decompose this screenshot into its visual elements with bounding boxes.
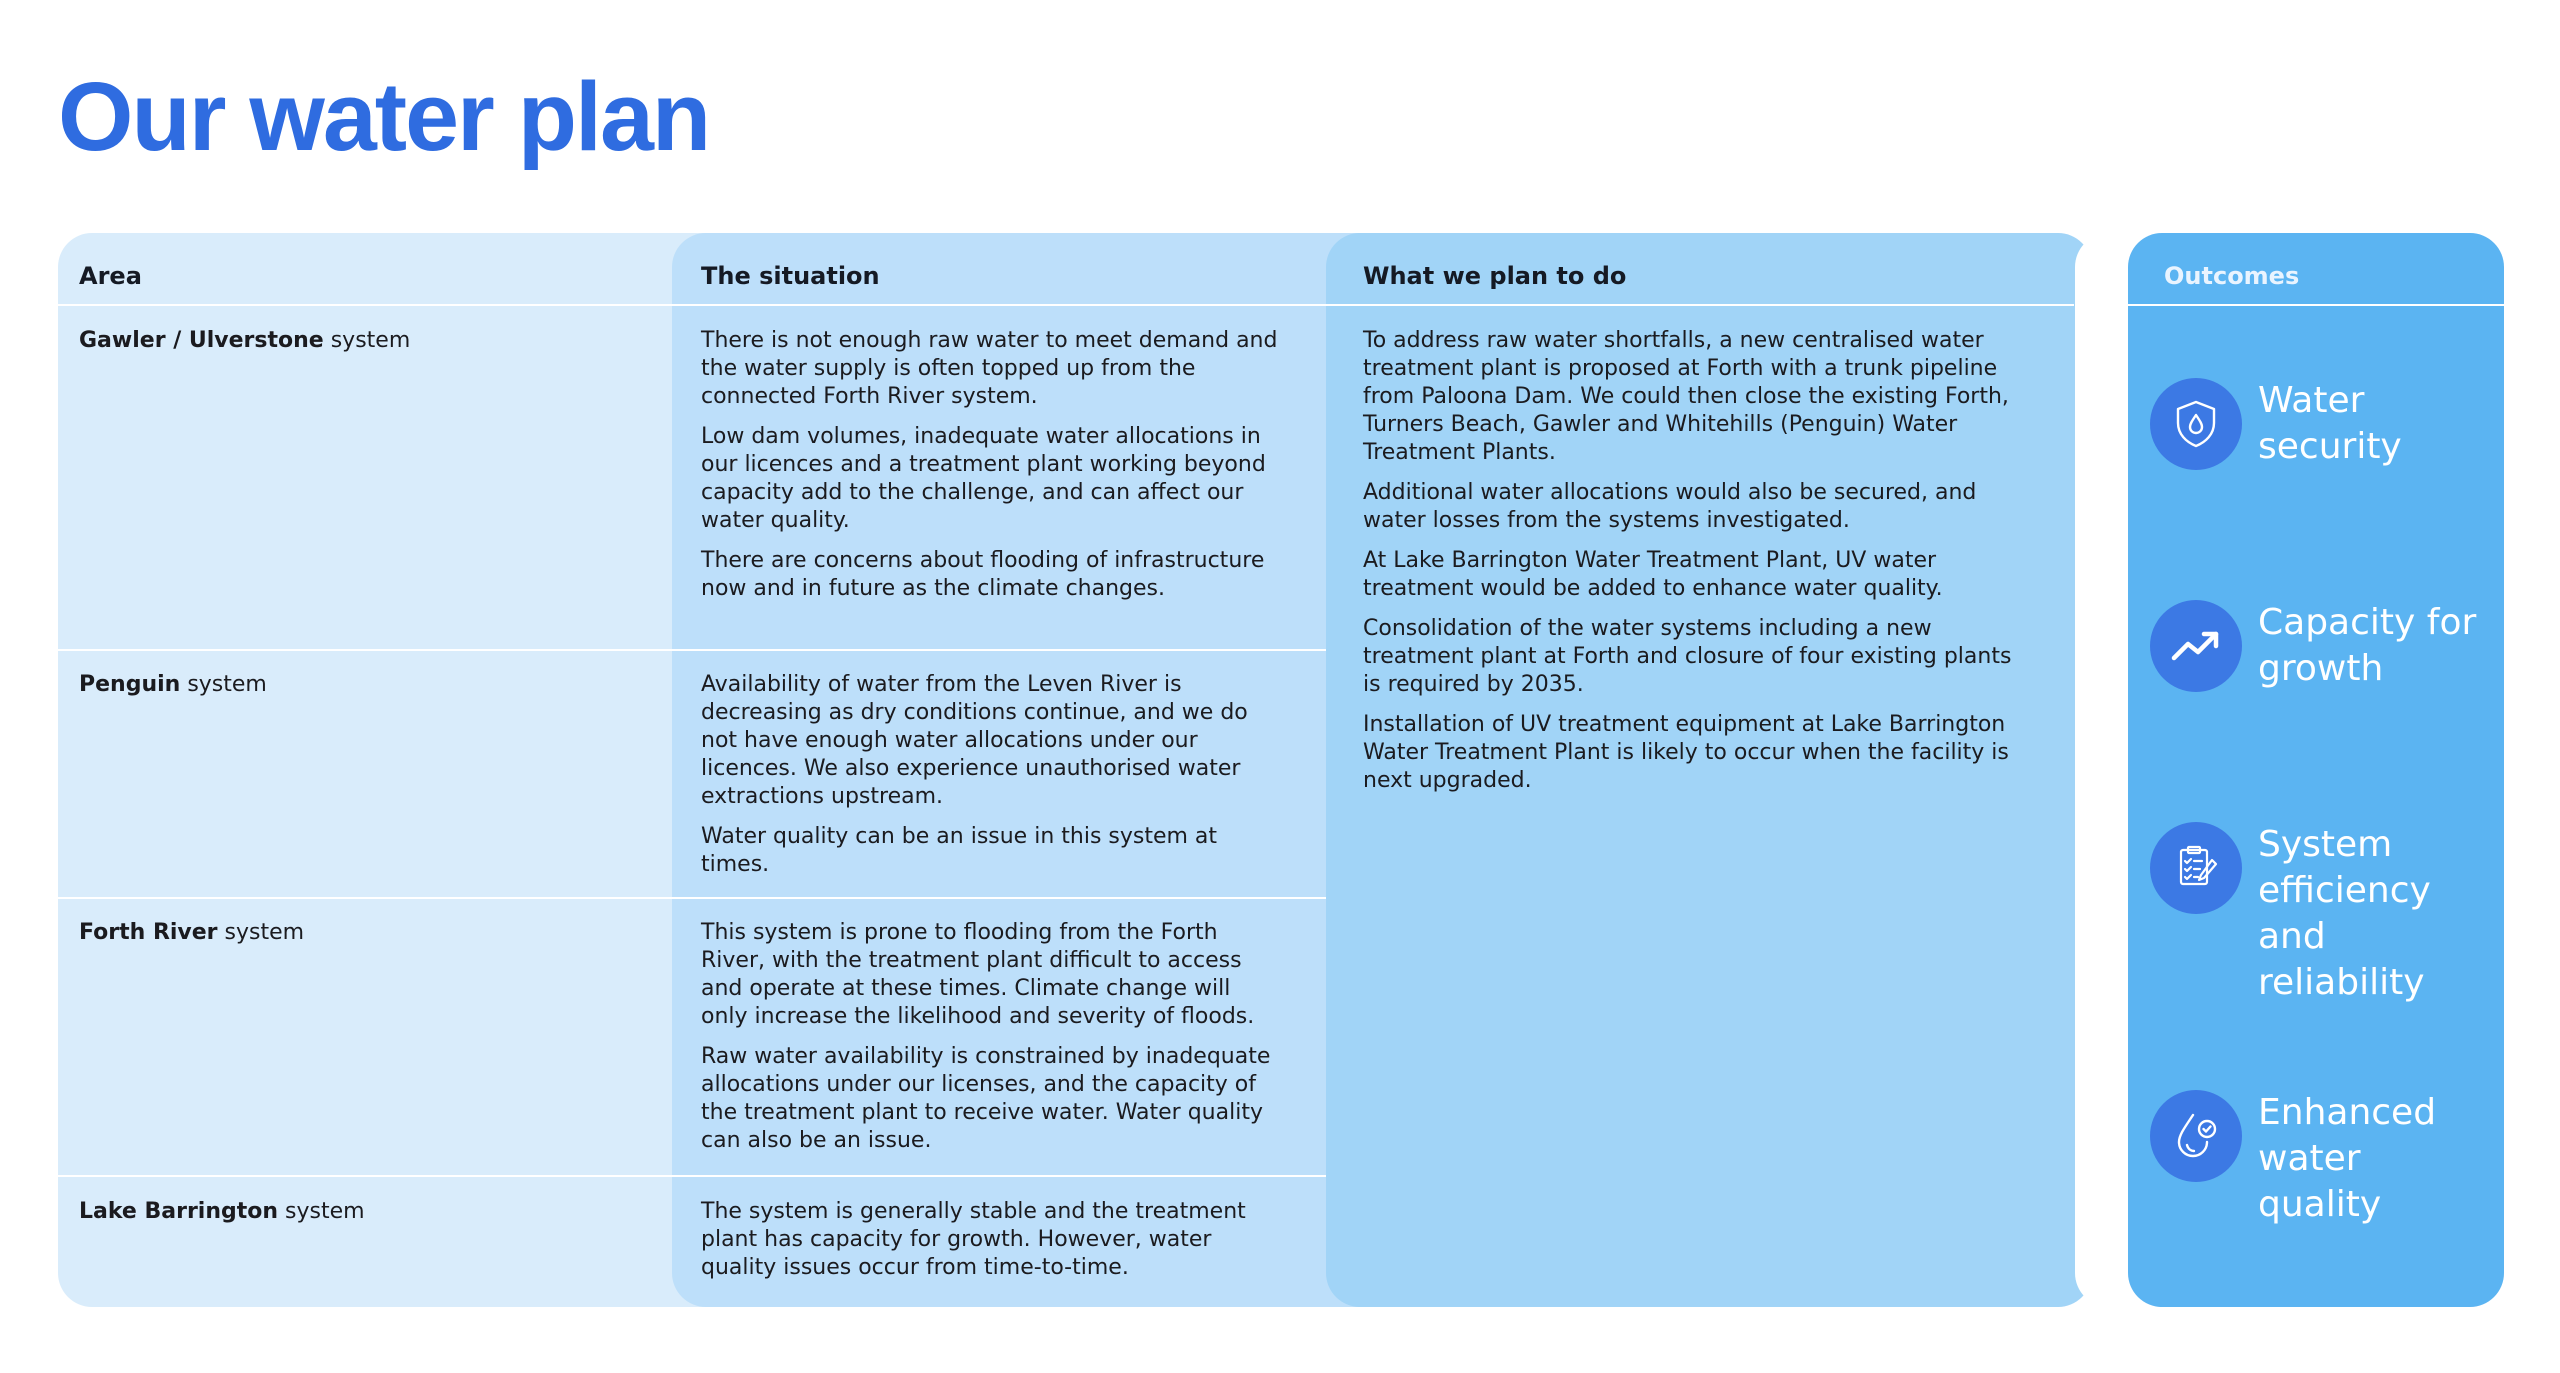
outcome-label: System efficiency and reliability (2258, 824, 2431, 1003)
header-situation: The situation (701, 262, 880, 290)
outcome-water-security (2150, 378, 2488, 470)
row-divider (58, 1175, 1326, 1177)
header-area: Area (79, 262, 142, 290)
row-divider (58, 897, 1326, 899)
outcome-capacity-growth (2150, 600, 2488, 692)
situation-forth-river: This system is prone to flooding from the Forth River, with the treatment plant difficult to access and operate at these times. Climate change will only increase the likelihood and severity of floods. Raw water availability is constrained by inadequate allocations under our licenses, and the capacity of the treatment plant to receive water. Water quality can also be an issue. (701, 920, 1271, 1153)
situation-lake-barrington: The system is generally stable and the treatment plant has capacity for growth. However, water quality issues occur from time-to-time. (701, 1199, 1246, 1280)
shield-drop-icon (2150, 378, 2242, 470)
outcome-water-quality (2150, 1090, 2488, 1228)
page-title: Our water plan (58, 62, 710, 171)
column-gap (2075, 233, 2119, 1307)
situation-penguin: Availability of water from the Leven River is decreasing as dry conditions continue, and we do not have enough water allocations under our licences. We also experience unauthorised water extractions upstream. Water quality can be an issue in this system at times. (701, 672, 1248, 877)
plan-text: To address raw water shortfalls, a new centralised water treatment plant is proposed at Forth with a trunk pipeline from Paloona Dam. We could then close the existing Forth, Turners Beach, Gawler and Whitehills (Penguin) Water Treatment Plants. Additional water allocations would also be secured, and water losses from the systems investigated. At Lake Barrington Water Treatment Plant, UV water treatment would be added to enhance water quality. Consolidation of the water systems including a new treatment plant at Forth and closure of four existing plants is required by 2035. Installation of UV treatment equipment at Lake Barrington Water Treatment Plant is likely to occur when the facility is next upgraded. (1363, 328, 2012, 793)
situation-gawler-ulverstone: There is not enough raw water to meet demand and the water supply is often topped up from the connected Forth River system. Low dam volumes, inadequate water allocations in our licences and a treatment plant working beyond capacity add to the challenge, and can affect our water quality. There are concerns about flooding of infrastructure now and in future as the climate changes. (701, 328, 1278, 601)
header-plan: What we plan to do (1363, 262, 1627, 290)
header-outcomes: Outcomes (2164, 262, 2300, 290)
drop-check-icon (2150, 1090, 2242, 1182)
outcome-label: Capacity for growth (2258, 602, 2477, 689)
area-name-forth-river: Forth River system (79, 920, 305, 945)
area-name-penguin: Penguin system (79, 672, 267, 697)
row-divider (58, 649, 1326, 651)
area-name-gawler-ulverstone: Gawler / Ulverstone system (79, 328, 411, 353)
outcome-label: Enhanced water quality (2258, 1092, 2437, 1225)
outcomes-header-divider (2128, 304, 2504, 306)
area-name-lake-barrington: Lake Barrington system (79, 1199, 365, 1224)
trend-up-icon (2150, 600, 2242, 692)
clipboard-check-icon (2150, 822, 2242, 914)
outcome-system-efficiency (2150, 822, 2488, 1006)
outcome-label: Water security (2258, 380, 2402, 467)
header-divider (58, 304, 2074, 306)
